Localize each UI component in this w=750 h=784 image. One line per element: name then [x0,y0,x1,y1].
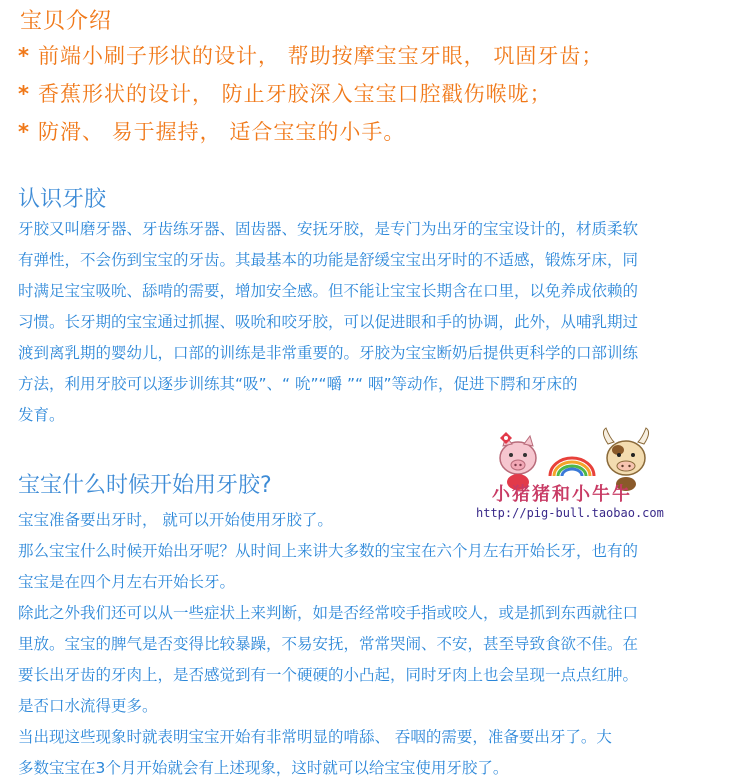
when-to-use-paragraph [18,505,740,784]
paragraph-line: 发育。 [18,406,65,424]
paragraph-line: 宝宝是在四个月左右开始长牙。 [18,573,236,591]
brand-name: 小猪猪和小牛牛 [492,484,632,505]
paragraph-line: 是否口水流得更多。 [18,697,158,715]
feature-item [18,78,552,108]
paragraph-line: 宝宝准备要出牙时， 就可以开始使用牙胶了。 [18,511,333,529]
paragraph-line: 里放。宝宝的脾气是否变得比较暴躁，不易安抚，常常哭闹、不安，甚至导致食欲不佳。在 [18,635,639,653]
paragraph-line: 那么宝宝什么时候开始出牙呢？从时间上来讲大多数的宝宝在六个月左右开始长牙，也有的 [18,542,639,560]
paragraph-line: 多数宝宝在3个月开始就会有上述现象，这时就可以给宝宝使用牙胶了。 [18,759,509,777]
paragraph-line: 牙胶又叫磨牙器、牙齿练牙器、固齿器、安抚牙胶，是专门为出牙的宝宝设计的，材质柔软 [18,220,639,238]
feature-text: 香蕉形状的设计， 防止牙胶深入宝宝口腔戳伤喉咙； [38,82,552,106]
paragraph-line: 当出现这些现象时就表明宝宝开始有非常明显的啃舔、 吞咽的需要，准备要出牙了。大 [18,728,612,746]
paragraph-line: 要长出牙齿的牙肉上，是否感觉到有一个硬硬的小凸起，同时牙肉上也会呈现一点点红肿。 [18,666,639,684]
paragraph-line: 时满足宝宝吸吮、舔啃的需要，增加安全感。但不能让宝宝长期含在口里，以免养成依赖的 [18,282,639,300]
teether-paragraph [18,214,740,431]
asterisk-bullet: * [18,120,30,144]
store-url: http://pig-bull.taobao.com [476,506,664,520]
section-title-about-teether: 认识牙胶 [18,187,107,212]
paragraph-line: 渡到离乳期的婴幼儿，口部的训练是非常重要的。牙胶为宝宝断奶后提供更科学的口部训练 [18,344,639,362]
paragraph-line: 有弹性，不会伤到宝宝的牙齿。其最基本的功能是舒缓宝宝出牙时的不适感，锻炼牙床，同 [18,251,639,269]
feature-item [18,116,405,146]
paragraph-line: 方法，利用牙胶可以逐步训练其“吸”、“ 吮”“嚼 ”“ 咽”等动作，促进下腭和牙床的 [18,375,578,393]
feature-text: 前端小刷子形状的设计， 帮助按摩宝宝牙眼， 巩固牙齿； [38,44,604,68]
section-title-when-to-use: 宝宝什么时候开始用牙胶? [18,473,272,498]
paragraph-line: 除此之外我们还可以从一些症状上来判断，如是否经常咬手指或咬人，或是抓到东西就往口 [18,604,639,622]
feature-item [18,40,603,70]
asterisk-bullet: * [18,44,30,68]
feature-text: 防滑、 易于握持， 适合宝宝的小手。 [38,120,406,144]
rainbow-icon [550,458,594,476]
paragraph-line: 习惯。长牙期的宝宝通过抓握、吸吮和咬牙胶，可以促进眼和手的协调，此外，从哺乳期过 [18,313,639,331]
section-title-product-intro: 宝贝介绍 [20,9,113,34]
asterisk-bullet: * [18,82,30,106]
